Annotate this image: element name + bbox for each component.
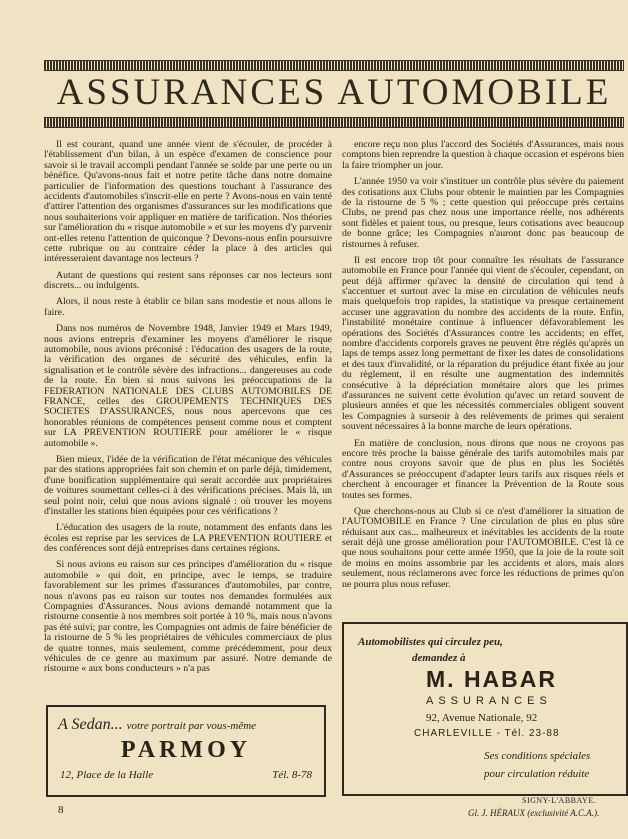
ad-parmoy-address: 12, Place de la Halle: [60, 769, 154, 781]
article-paragraph: Que cherchons-nous au Club si ce n'est d'améliorer la situation de l'AUTOMOBILE en France ? Une circulation de plus en plus sûre réduisant aux cas... malheureux et inévitables les accidents de la route serait déjà une grosse amélioration pour l'AUTOMOBILE. C'est là ce que nous souhaitons pour cette année 1950, que la joie de la route soit de moins en moins assombrie par les accidents et alors, mais alors seulement, nous réclamerons avec force les réductions de primes qu'on ne pourra plus nous refuser.: [342, 505, 624, 590]
article-paragraph: L'éducation des usagers de la route, notamment des enfants dans les écoles est reprise par les services de LA PREVENTION ROUTIERE et des conférences sont déjà entreprises dans certaines régions.: [44, 522, 332, 555]
ad-parmoy-city: A Sedan...: [58, 716, 123, 733]
article-paragraph: Si nous avions eu raison sur ces principes d'amélioration du « risque automobile » qui doit, en principe, avec le temps, se traduire favorablement sur les primes d'assurances d'automobiles, par contre, nous n'avons pas eu raison sur toutes nos demandes formulées aux Compagnies d'Assurances. Nous avions demandé notamment que la ristourne consentie à nos membres soit portée à 10 %, mais nous n'avons pas été suivi; par contre, les Compagnies ont admis de faire bénéficier de la ristourne de 5 % les propriétaires de véhicules commerciaux de plus de quatre tonnes, mais seulement, comme précédemment, pour deux véhicules de ce genre au maximum par assuré. Notre demande de ristourne « aux bons conducteurs » n'a pas: [44, 559, 332, 675]
article-column-right: [342, 140, 624, 596]
ad-habar-tagline2: pour circulation réduite: [484, 768, 590, 780]
article-paragraph: encore reçu non plus l'accord des Sociétés d'Assurances, mais nous comptons bien reprendre la question à chaque occasion et espérons bien la faire triompher un jour.: [342, 139, 624, 171]
printer-credit-line2: Gl. J. HÉRAUX (exclusivité A.C.A.).: [468, 808, 600, 818]
ad-habar-city: CHARLEVILLE - Tél. 23-88: [414, 728, 560, 739]
ad-habar-tagline1: Ses conditions spéciales: [484, 750, 591, 762]
ad-habar-company: ASSURANCES: [426, 695, 552, 707]
article-paragraph: Autant de questions qui restent sans réponses car nos lecteurs sont discrets... ou indulgents.: [44, 269, 332, 292]
article-paragraph: Il est courant, quand une année vient de s'écouler, de procéder à l'établissement d'un bilan, à un espèce d'examen de conscience pour savoir si le travail accompli pendant l'année se solde par une perte ou un bénéfice. Qu'avons-nous fait et notre petite tâche dans notre domaine particulier de l'information des questions touchant à l'assurance des accidents d'automobiles s'inscrit-elle en perte ? Avons-nous en vain tenté d'attirer l'attention des organismes d'assurances sur les modifications que nous souhaiterions voir appliquer en matière de tarification. Nos théories sur l'amélioration du « risque automobile » et sur les moyens d'y parvenir ont-elles retenu l'attention de quiconque ? Devons-nous enfin poursuivre cette rubrique ou au contraire céder la place à des articles qui intéresseraient davantage nos lecteurs ?: [44, 139, 332, 265]
article-paragraph: Alors, il nous reste à établir ce bilan sans modestie et nous allons le faire.: [44, 296, 332, 318]
article-paragraph: En matière de conclusion, nous dirons que nous ne croyons pas encore très proche la baisse générale des tarifs automobiles mais par contre nous croyons savoir que de plus en plus les Sociétés d'Assurances se préoccupent d'adapter leurs tarifs aux risques réels et cherchent à encourager et financer la Prévention de la Route sous toutes ses formes.: [342, 437, 624, 501]
article-paragraph: Dans nos numéros de Novembre 1948, Janvier 1949 et Mars 1949, nous avions entrepris d'examiner les moyens d'améliorer le risque automobile, nous avions préconisé : l'éducation des usagers de la route, la vérification des organes de sécurité des véhicules, enfin la signalisation et le contrôle sévère des infractions... dangereuses au code de la route. En bien si nous suivons les préoccupations de la FEDERATION NATIONALE DES CLUBS AUTOMOBILES DE FRANCE, celles des GROUPEMENTS TECHNIQUES DES SOCIETES D'ASSURANCES, nous nous apercevons que ces honorables réunions de compétences pensent comme nous et comptent sur LA PREVENTION ROUTIERE pour améliorer le « risque automobile ».: [44, 323, 332, 449]
article-paragraph: Il est encore trop tôt pour connaître les résultats de l'assurance automobile en France pour l'année qui vient de s'écouler, cependant, on peut déjà affirmer qu'avec la densité de circulation qui tend à s'accentuer et surtout avec la mise en circulation de véhicules neufs mais quelquefois trop rapides, la statistique va presque certainement accuser une aggravation du nombre des accidents de la route. Enfin, l'instabilité monétaire continue à influencer défavorablement les opérations des Sociétés d'Assurances contre les accidents; en effet, nombre d'accidents corporels graves ne peuvent être réglés qu'après un laps de temps assez long permettant de fixer les dates de consolidations et des taux d'invalidité, or la réparation du préjudice étant fixée au jour du règlement, il en résulte une augmentation des indemnités consécutive à la dépréciation monétaire alors que les primes d'assurances ne suivent cette évolution qu'avec un retard souvent de plusieurs années et que les nécessités commerciales obligent souvent les Compagnies à surseoir à des relèvements de primes qui seraient souvent nécessaires à la bonne marche de leurs opérations.: [342, 254, 624, 433]
article-column-left: [44, 140, 332, 681]
page-title: ASSURANCES AUTOMOBILE: [56, 72, 612, 113]
ad-parmoy: [46, 705, 326, 797]
title-rule-bottom: [44, 117, 624, 128]
ad-habar: [342, 622, 628, 796]
ad-parmoy-tel: Tél. 8-78: [272, 769, 312, 781]
article-paragraph: L'année 1950 va voir s'instituer un contrôle plus sévère du paiement des cotisations aux Clubs pour obtenir le maintien par les Compagnies de la ristourne de 5 % ; cette question qui préoccupe près certains Clubs, ne prend pas chez nous une importance réelle, nos adhérents sont fidèles et paient tous, ou presque, leurs cotisations avec beaucoup de bonne grâce; les Compagnies n'auront donc pas beaucoup de ristournes à refuser.: [342, 176, 624, 250]
page-number: 8: [58, 804, 64, 816]
printer-credit-line1: SIGNY-L'ABBAYE.: [522, 796, 597, 805]
ad-habar-line1: Automobilistes qui circulez peu,: [358, 636, 503, 648]
ad-parmoy-tagline: [58, 716, 256, 734]
article-paragraph: Bien mieux, l'idée de la vérification de l'état mécanique des véhicules par des stations appropriées fait son chemin et on parle déjà, timidement, d'une bonification supplémentaire qui serait accordée aux propriétaires de voitures soumettant celles-ci à des vérifications précises. Mais là, un seul point noir, celui que nous avions signalé : où trouver les moyens d'installer les stations bien équipées pour ces vérifications ?: [44, 453, 332, 517]
ad-parmoy-name: PARMOY: [120, 737, 252, 763]
ad-habar-address: 92, Avenue Nationale, 92: [426, 712, 538, 724]
ad-habar-name: M. HABAR: [426, 666, 557, 692]
ad-parmoy-slogan: votre portrait par vous-même: [126, 720, 257, 732]
ad-habar-line2: demandez à: [412, 652, 466, 664]
